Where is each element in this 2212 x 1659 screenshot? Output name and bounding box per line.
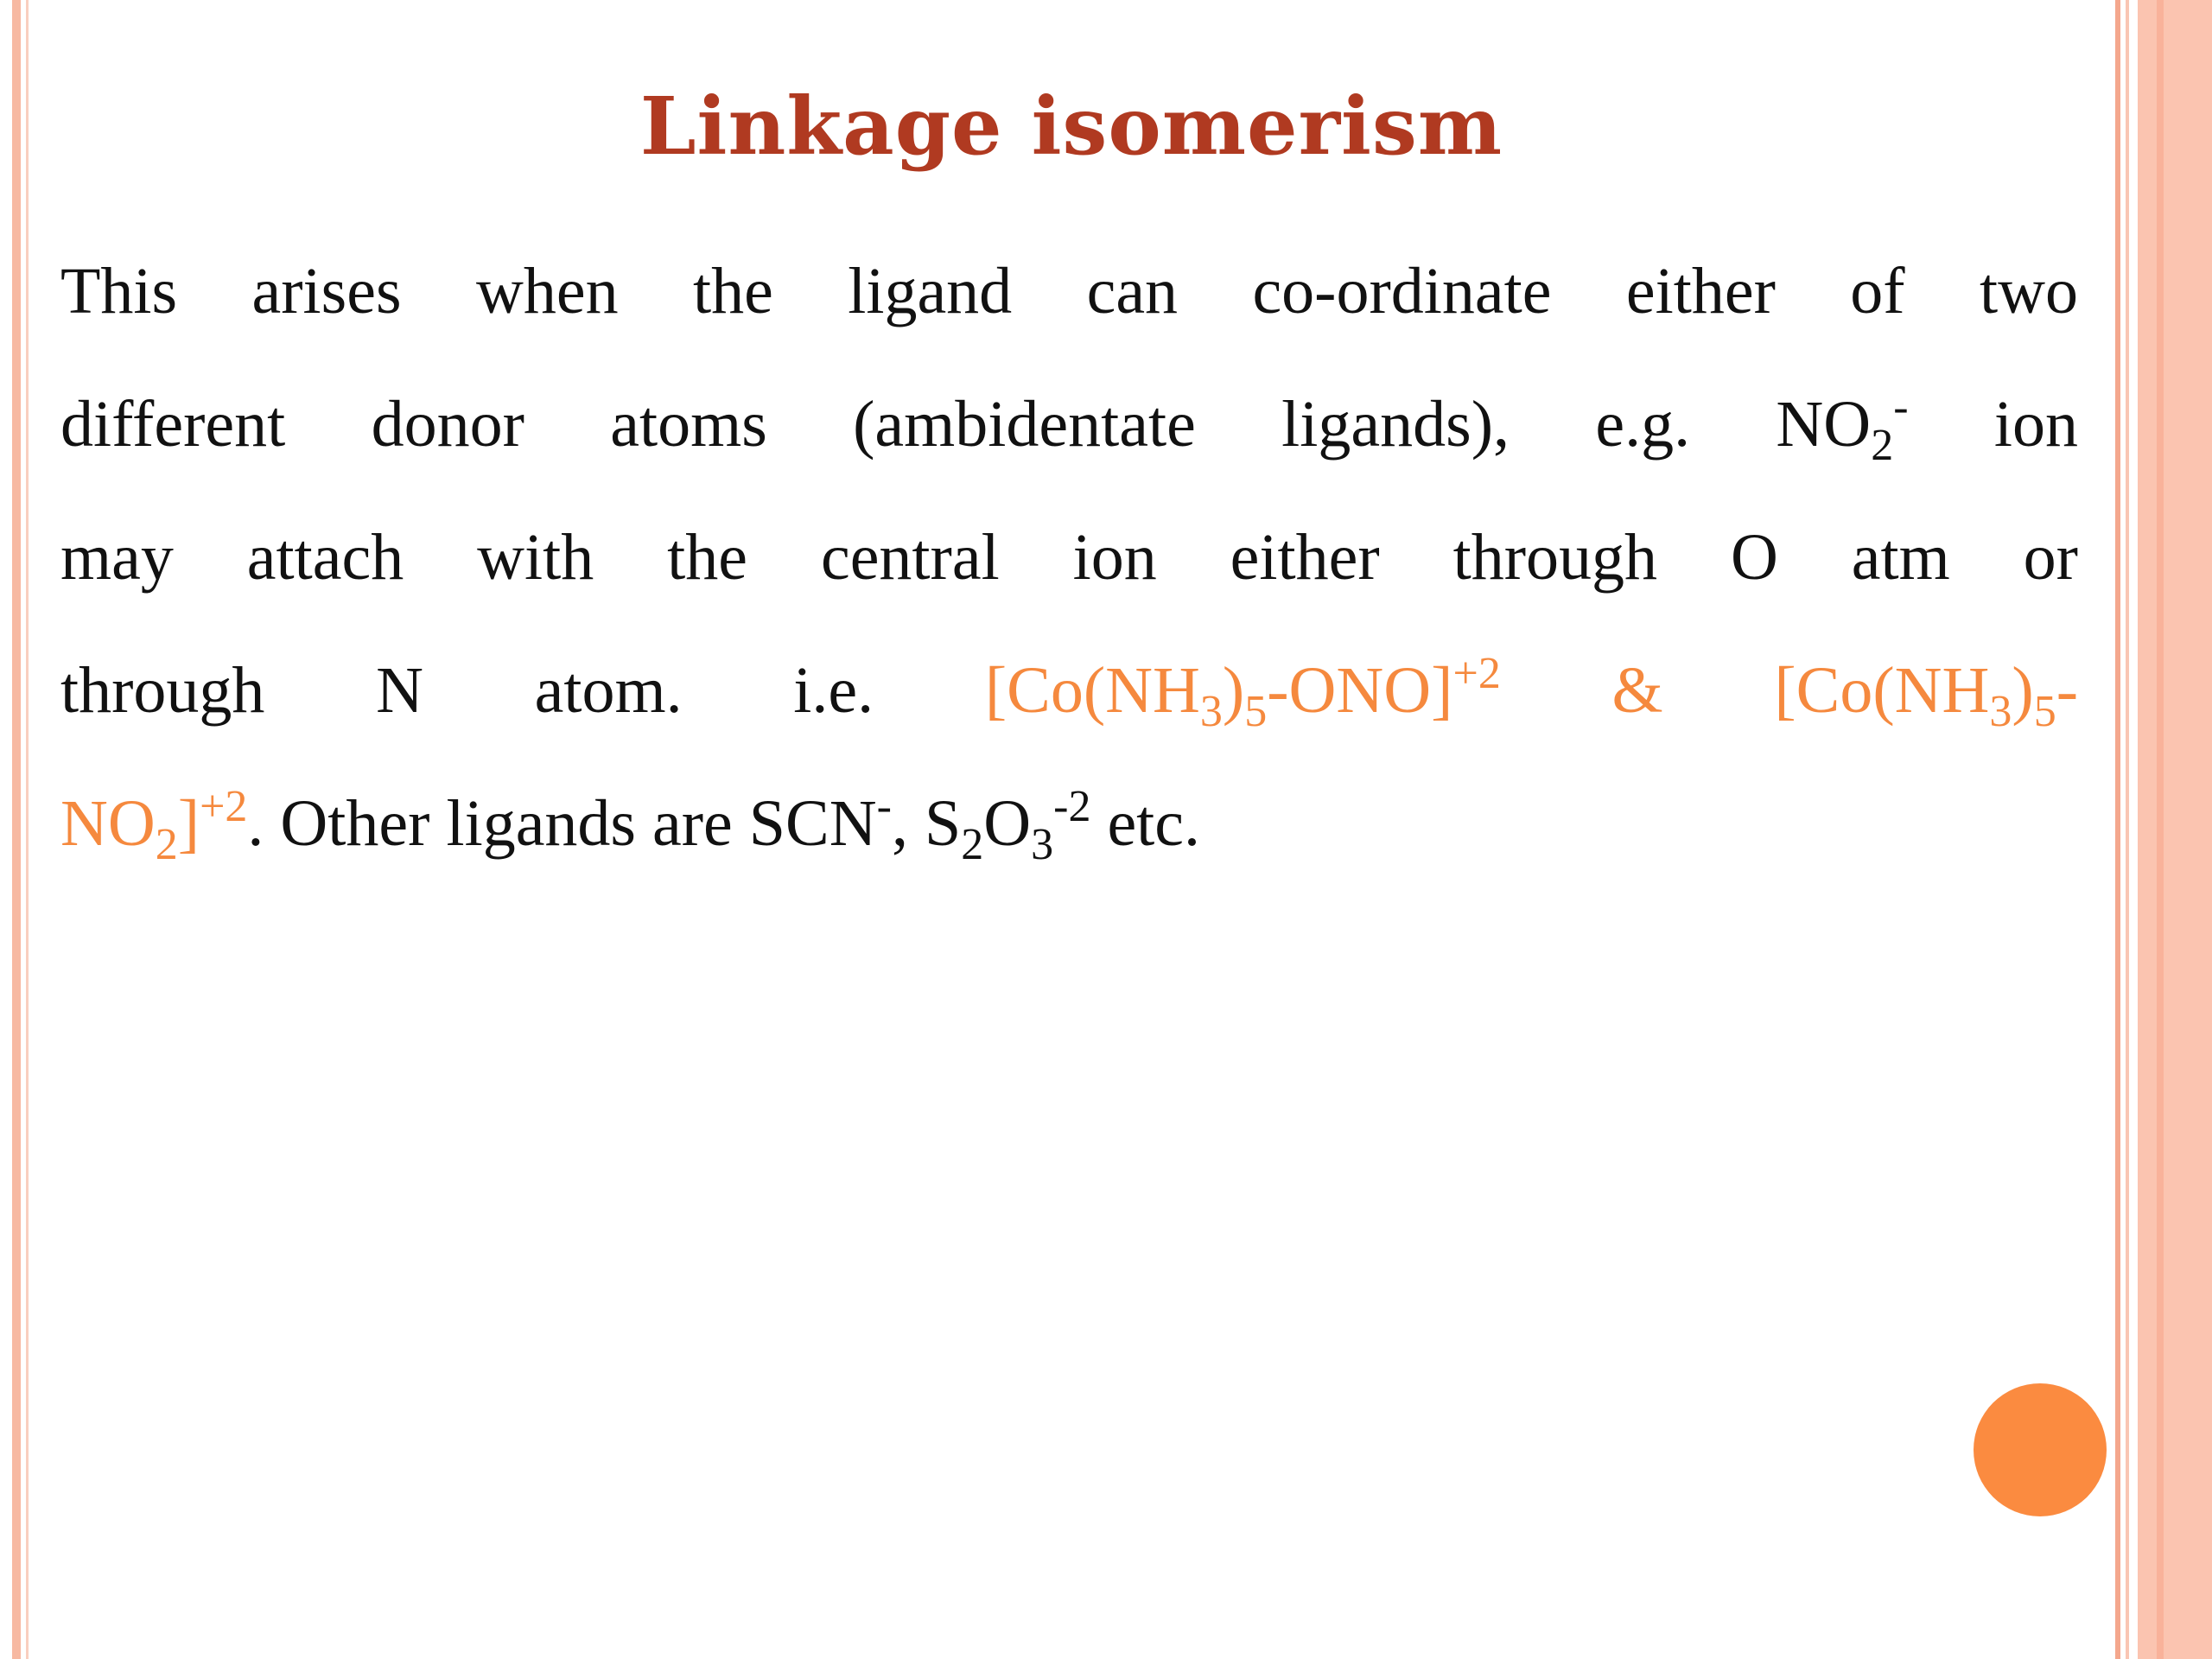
ampersand: & (1611, 654, 1775, 727)
right-border-line-inner (2126, 0, 2129, 1659)
complex-2-sub: 2 (155, 820, 178, 869)
complex-1-part: [Co(NH (984, 654, 1200, 727)
complex-2-bracket: ] (177, 787, 200, 860)
complex-2-paren: ) (2012, 654, 2034, 727)
line-5-text: , S (891, 787, 962, 860)
paragraph-line-3 (60, 491, 2078, 624)
line-4-text: through N atom. i.e. (60, 654, 985, 727)
complex-1-sub: 3 (1199, 687, 1223, 736)
line-2-text: different donor atoms (ambidentate ligands), e.g. NO (60, 388, 1872, 461)
line-3-text: may attach with the central ion either through O atm or (60, 521, 2078, 594)
complex-2-sub: 5 (2033, 687, 2056, 736)
slide-body-paragraph (60, 225, 2078, 890)
paragraph-line-1 (60, 225, 2078, 358)
thiosulfate-charge: -2 (1053, 782, 1091, 831)
complex-2-formula-end (60, 782, 248, 869)
slide-title: Linkage isomerism (639, 79, 1503, 173)
right-border-fill (2138, 0, 2212, 1659)
complex-1-paren: ) (1222, 654, 1245, 727)
complex-1-ligand: -ONO] (1267, 654, 1453, 727)
thiosulfate-sub: 2 (961, 820, 984, 869)
complex-2-ligand: NO (60, 787, 156, 860)
no2-charge: - (1893, 383, 1909, 432)
complex-2-charge: +2 (200, 782, 248, 831)
complex-2-sub: 3 (1989, 687, 2012, 736)
thiosulfate-sub: 3 (1031, 820, 1054, 869)
line-5-text: O (983, 787, 1032, 860)
no2-subscript: 2 (1871, 421, 1894, 470)
line-5-end: etc. (1090, 787, 1201, 860)
right-border-stripe (2157, 0, 2164, 1659)
complex-1-sub: 5 (1244, 687, 1268, 736)
complex-1-charge: +2 (1452, 649, 1501, 698)
line-5-text: . Other ligands are SCN (247, 787, 877, 860)
paragraph-line-5 (60, 757, 2078, 890)
complex-2-formula-start (1774, 654, 2079, 736)
decorative-orange-circle (1974, 1383, 2107, 1516)
line-2-end: ion (1908, 388, 2078, 461)
line-1-text: This arises when the ligand can co-ordinate either of two (60, 255, 2078, 327)
scn-charge: - (876, 782, 892, 831)
left-border-stripe (12, 0, 21, 1659)
complex-2-hyphen: - (2056, 654, 2079, 727)
complex-1-formula (984, 649, 1501, 736)
complex-2-part: [Co(NH (1774, 654, 1990, 727)
right-border-line-outer (2115, 0, 2120, 1659)
paragraph-line-2 (60, 358, 2078, 491)
left-border-line (26, 0, 29, 1659)
paragraph-line-4 (60, 624, 2078, 757)
